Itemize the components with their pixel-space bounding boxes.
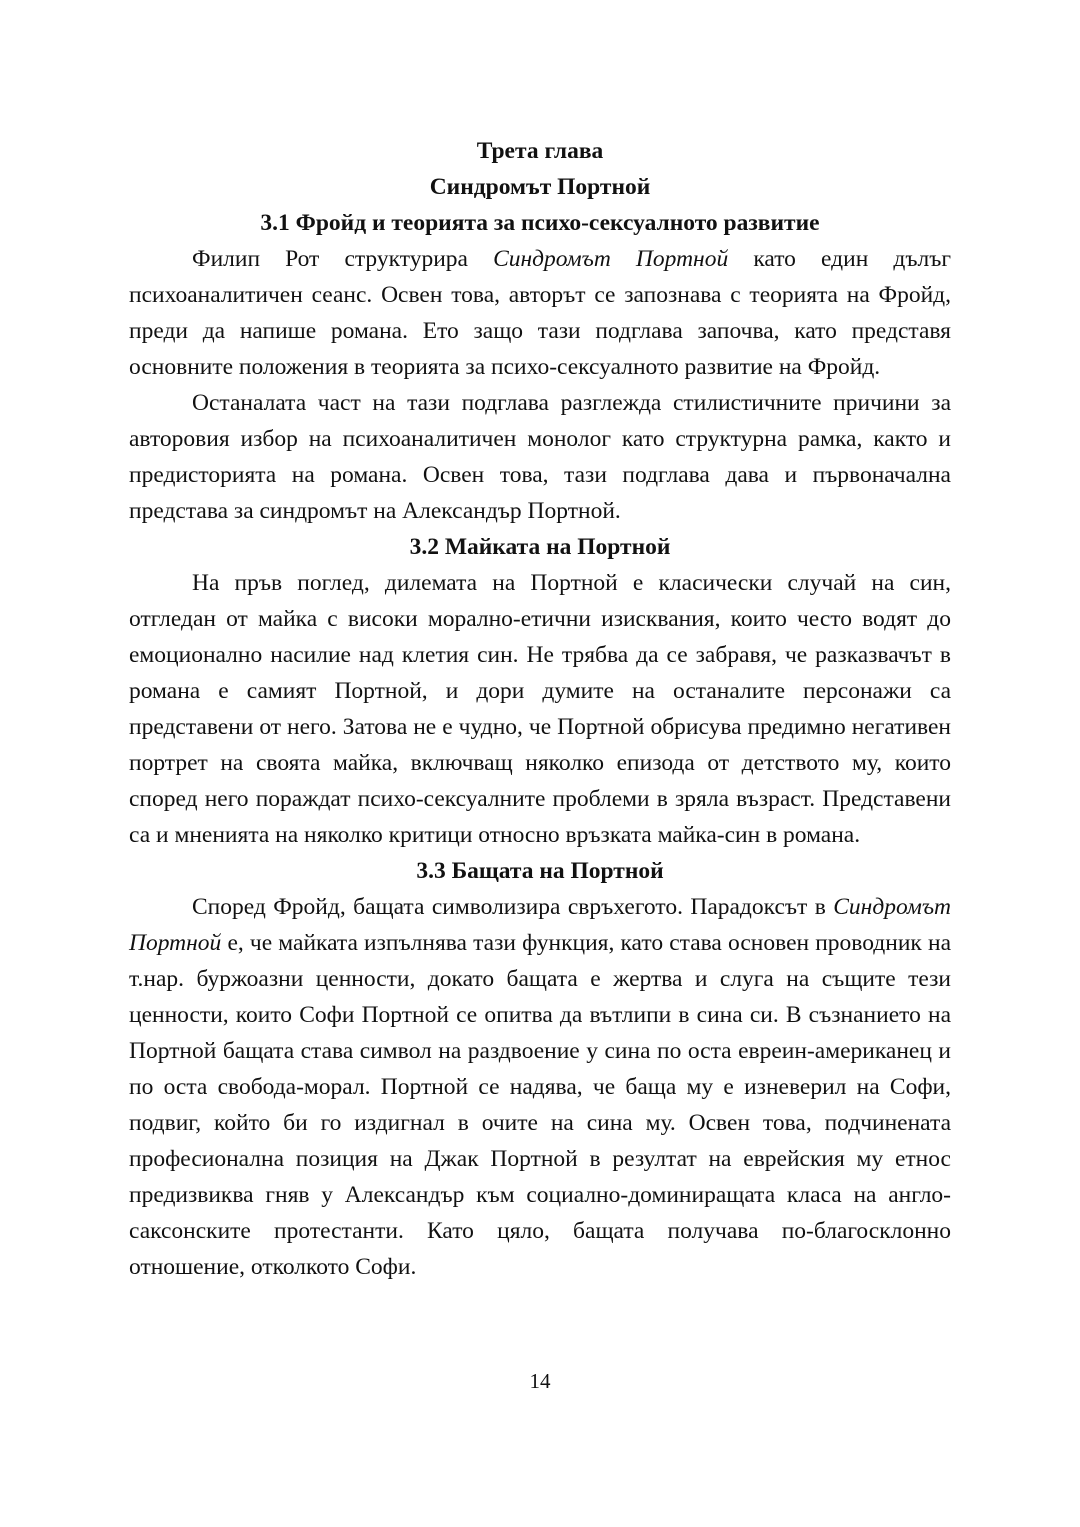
paragraph [129, 241, 951, 385]
section-heading-3-3: 3.3 Бащата на Портной [416, 858, 664, 884]
book-title-italic: Синдромът Портной [493, 246, 729, 272]
paragraph: Останалата част на тази подглава разглежда стилистичните причини за авторовия избор на психоаналитичен монолог като структурна рамка, както и предисторията на романа. Освен това, тази подглава дава и първоначална представа за синдромът на Александър Портной. [129, 390, 951, 524]
document-page [129, 133, 951, 1285]
paragraph-text: Филип Рот структурира [192, 246, 494, 272]
chapter-title: Трета глава [476, 138, 604, 164]
paragraph [129, 889, 951, 1285]
section-heading-3-1: 3.1 Фройд и теорията за психо-сексуалното развитие [260, 210, 820, 236]
page-number: 14 [529, 1369, 551, 1393]
paragraph: На пръв поглед, дилемата на Портной е класически случай на син, отгледан от майка с високи морално-етични изисквания, които често водят до емоционално насилие над клетия син. Не трябва да се забравя, че разказвачът в романа е самият Портной, и дори думите на останалите персонажи са представени от него. Затова не е чудно, че Портной обрисува предимно негативен портрет на своята майка, включващ няколко епизода от детството му, които според него пораждат психо-сексуалните проблеми в зряла възраст. Представени са и мненията на няколко критици относно връзката майка-син в романа. [129, 570, 951, 848]
paragraph-text: е, че майката изпълнява тази функция, като става основен проводник на т.нар. буржоазни ценности, докато бащата е жертва и слуга на същите тези ценности, които Софи Портной се опитва да вътлипи в сина си. В съзнанието на Портной бащата става символ на раздвоение у сина по оста евреин-американец и по оста свобода-морал. Портной се надява, че баща му е изневерил на Софи, подвиг, който би го издигнал в очите на сина му. Освен това, подчинената професионална позиция на Джак Портной в резултат на еврейския му етнос предизвиква гняв у Александър към социално-доминиращата класа на англо-саксонските протестанти. Като цяло, бащата получава по-благосклонно отношение, отколкото Софи. [129, 930, 951, 1280]
paragraph-text: като един дълъг психоаналитичен сеанс. Освен това, авторът се запознава с теорията на Фройд, преди да напише романа. Ето защо тази подглава започва, като представя основните положения в теорията за психо-сексуалното развитие на Фройд. [129, 246, 952, 380]
section-heading-3-2: 3.2 Майката на Портной [409, 534, 671, 560]
book-title-italic: Синдромът Портной [129, 894, 951, 956]
paragraph-text: Според Фройд, бащата символизира свръхегото. Парадоксът в [192, 894, 834, 920]
chapter-subtitle: Синдромът Портной [429, 174, 651, 200]
